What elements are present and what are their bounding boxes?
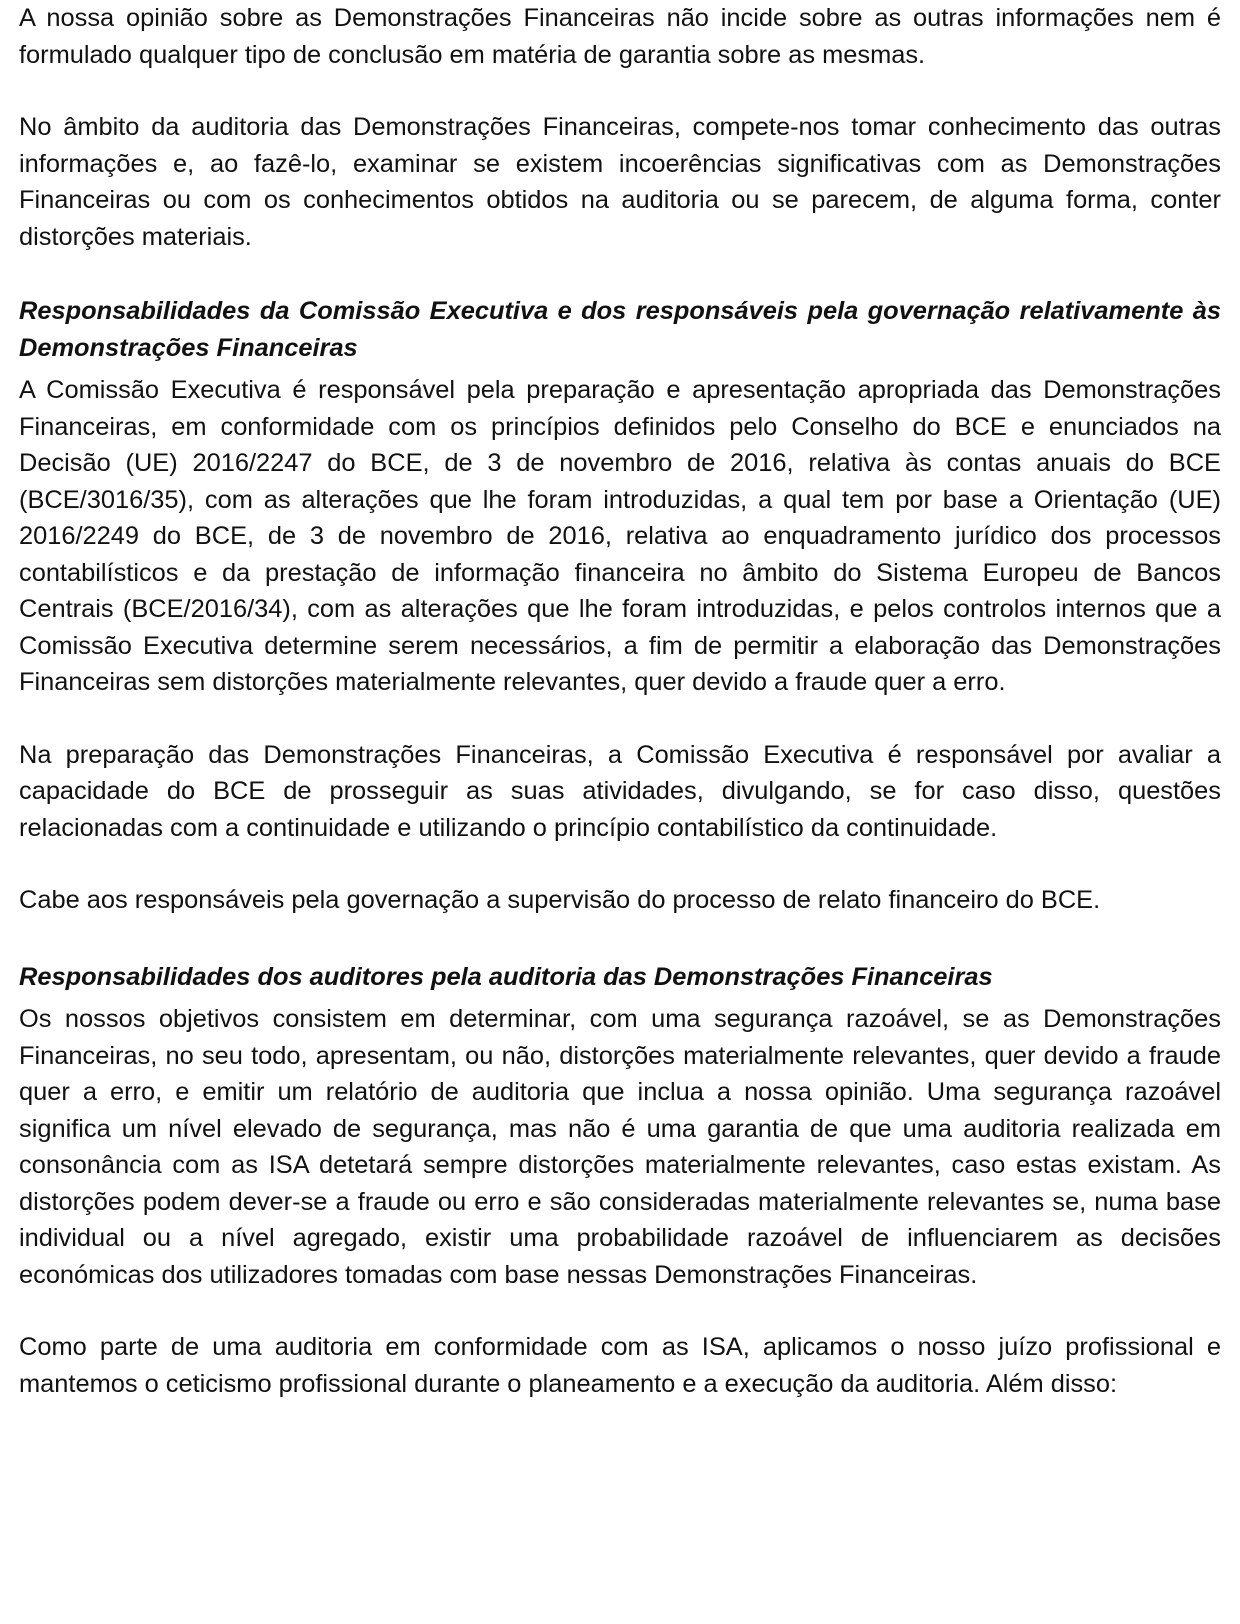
section2-paragraph-2: Como parte de uma auditoria em conformidade com as ISA, aplicamos o nosso juízo profissional e mantemos o ceticismo profissional durante o planeamento e a execução da auditoria. Além disso: [19,1333,1221,1398]
section-heading-executive-board: Responsabilidades da Comissão Executiva e dos responsáveis pela governação relativamente às Demonstrações Financeiras [19,297,1221,362]
section-heading-auditors: Responsabilidades dos auditores pela auditoria das Demonstrações Financeiras [19,962,993,991]
intro-paragraph-2: No âmbito da auditoria das Demonstrações Financeiras, compete-nos tomar conhecimento das outras informações e, ao fazê-lo, examinar se existem incoerências significativas com as Demonstrações Financeiras ou com os conhecimentos obtidos na auditoria ou se parecem, de alguma forma, conter distorções materiais. [19,113,1221,251]
section1-paragraph-2: Na preparação das Demonstrações Financeiras, a Comissão Executiva é responsável por avaliar a capacidade do BCE de prosseguir as suas atividades, divulgando, se for caso disso, questões relacionadas com a continuidade e utilizando o princípio contabilístico da continuidade. [19,740,1221,842]
section1-paragraph-3: Cabe aos responsáveis pela governação a supervisão do processo de relato financeiro do BCE. [19,886,1101,914]
section1-paragraph-1: A Comissão Executiva é responsável pela preparação e apresentação apropriada das Demonstrações Financeiras, em conformidade com os princípios definidos pelo Conselho do BCE e enunciados na Decisão (UE) 2016/2247 do BCE, de 3 de novembro de 2016, relativa às contas anuais do BCE (BCE/3016/35), com as alterações que lhe foram introduzidas, a qual tem por base a Orientação (UE) 2016/2249 do BCE, de 3 de novembro de 2016, relativa ao enquadramento jurídico dos processos contabilísticos e da prestação de informação financeira no âmbito do Sistema Europeu de Bancos Centrais (BCE/2016/34), com as alterações que lhe foram introduzidas, e pelos controlos internos que a Comissão Executiva determine serem necessários, a fim de permitir a elaboração das Demonstrações Financeiras sem distorções materialmente relevantes, quer devido a fraude quer a erro. [19,376,1221,696]
document-page [19,0,1221,1402]
intro-paragraph-1: A nossa opinião sobre as Demonstrações Financeiras não incide sobre as outras informações nem é formulado qualquer tipo de conclusão em matéria de garantia sobre as mesmas. [19,4,1221,69]
section2-paragraph-1: Os nossos objetivos consistem em determinar, com uma segurança razoável, se as Demonstrações Financeiras, no seu todo, apresentam, ou não, distorções materialmente relevantes, quer devido a fraude quer a erro, e emitir um relatório de auditoria que inclua a nossa opinião. Uma segurança razoável significa um nível elevado de segurança, mas não é uma garantia de que uma auditoria realizada em consonância com as ISA detetará sempre distorções materialmente relevantes, caso estas existam. As distorções podem dever-se a fraude ou erro e são consideradas materialmente relevantes se, numa base individual ou a nível agregado, existir uma probabilidade razoável de influenciarem as decisões económicas dos utilizadores tomadas com base nessas Demonstrações Financeiras. [19,1005,1221,1289]
